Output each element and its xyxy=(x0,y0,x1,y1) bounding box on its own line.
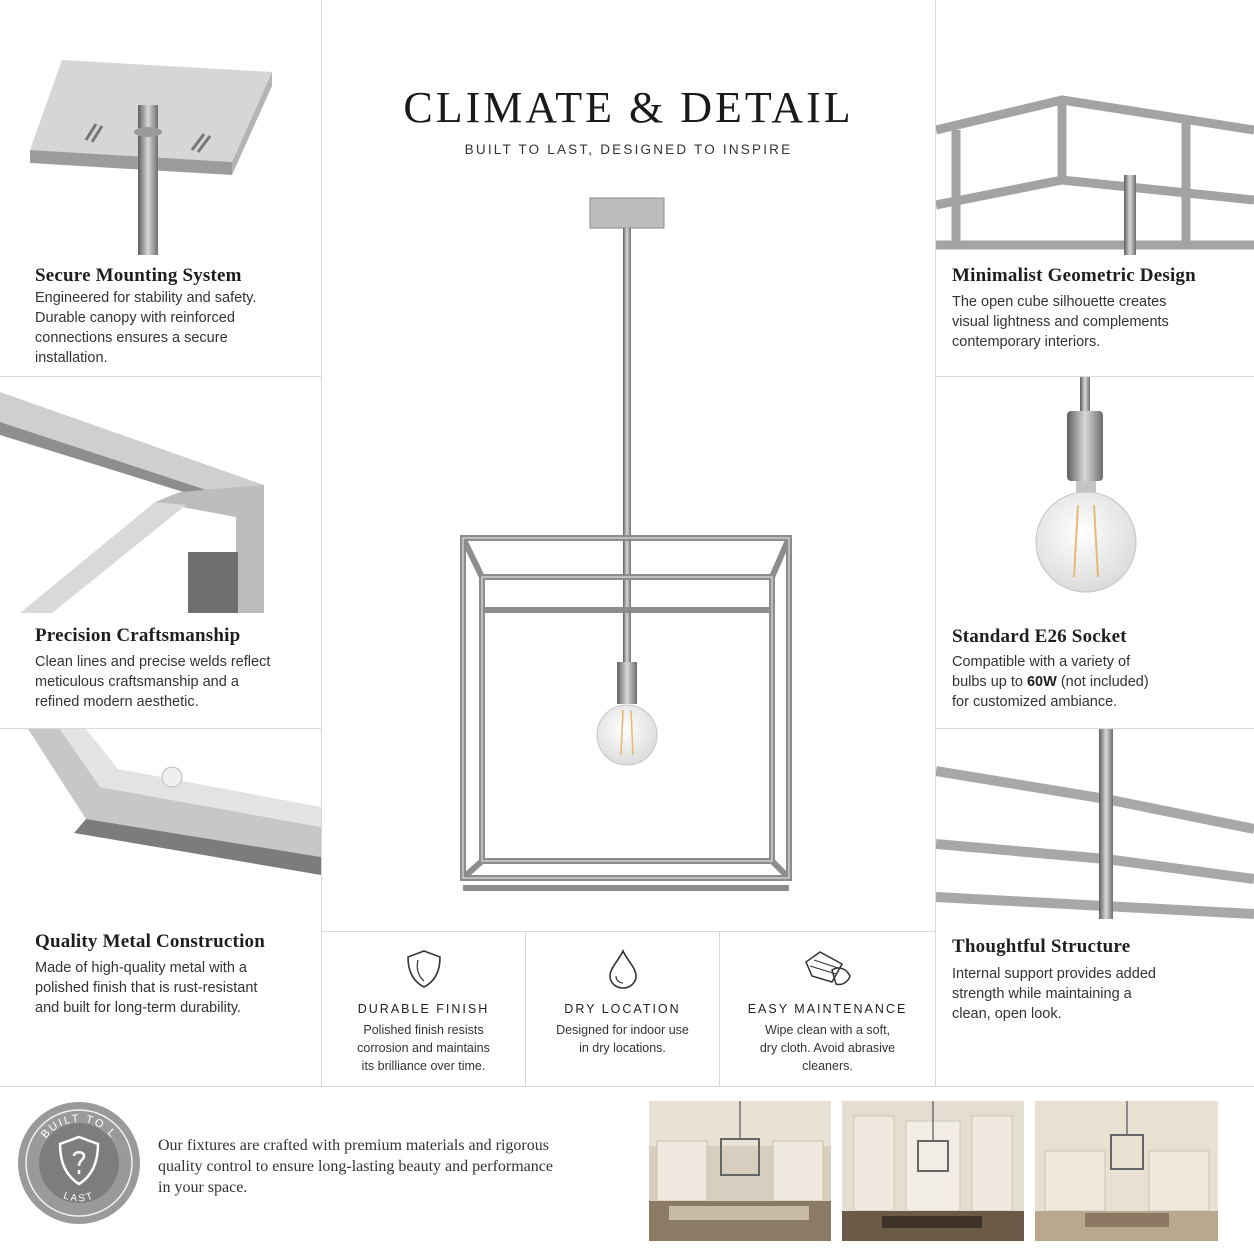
property-title: EASY MAINTENANCE xyxy=(747,1002,908,1016)
desc-line: Made of high-quality metal with a xyxy=(35,960,247,976)
page-subtitle: BUILT TO LAST, DESIGNED TO INSPIRE xyxy=(464,142,793,157)
feature-title-metal: Quality Metal Construction xyxy=(35,931,266,952)
desc-line: connections ensures a secure xyxy=(35,330,228,346)
feature-title-socket: Standard E26 Socket xyxy=(952,626,1127,647)
desc-text: bulbs up to xyxy=(952,674,1027,690)
desc-line: for customized ambiance. xyxy=(952,694,1118,710)
badge-top-text: BUILT TO L xyxy=(38,1112,120,1141)
wattage-value: 60W xyxy=(1026,674,1057,690)
desc-line: dry cloth. Avoid abrasive xyxy=(759,1041,896,1055)
desc-line: strength while maintaining a xyxy=(952,986,1132,1002)
desc-line: clean, open look. xyxy=(952,1006,1062,1022)
feature-desc-metal xyxy=(35,958,257,1018)
desc-line: corrosion and maintains xyxy=(357,1041,490,1055)
desc-text: (not included) xyxy=(1056,674,1149,690)
desc-line xyxy=(952,672,1149,692)
desc-line: and built for long-term durability. xyxy=(35,1000,242,1016)
desc-line: Compatible with a variety of xyxy=(952,654,1131,670)
footer-line: Our fixtures are crafted with premium materials and rigorous xyxy=(158,1137,549,1154)
desc-line: meticulous craftsmanship and a xyxy=(35,674,239,690)
room-photo-kitchen xyxy=(649,1101,831,1241)
desc-line: Wipe clean with a soft, xyxy=(764,1023,891,1037)
badge-bottom-text: LAST xyxy=(61,1190,97,1205)
desc-line: refined modern aesthetic. xyxy=(35,694,199,710)
canopy-closeup-image xyxy=(0,0,321,260)
feature-title-craftsmanship: Precision Craftsmanship xyxy=(35,625,241,646)
desc-line: polished finish that is rust-resistant xyxy=(35,980,258,996)
shield-icon xyxy=(404,948,444,990)
property-dry-location xyxy=(526,932,719,1086)
desc-line: cleaners. xyxy=(802,1059,853,1073)
feature-title-geometric: Minimalist Geometric Design xyxy=(952,265,1196,286)
divider-left xyxy=(321,0,322,1087)
water-drop-icon xyxy=(605,948,641,990)
property-desc xyxy=(526,1021,719,1057)
wipe-cloth-icon xyxy=(802,948,854,990)
socket-bulb-closeup-image xyxy=(936,377,1254,617)
desc-line: its brilliance over time. xyxy=(361,1059,486,1073)
property-desc xyxy=(720,1021,935,1075)
desc-line: visual lightness and complements xyxy=(952,314,1169,330)
property-durable-finish xyxy=(322,932,525,1086)
built-to-last-badge xyxy=(16,1100,142,1226)
metal-bar-closeup-image xyxy=(0,729,321,889)
page-title: CLIMATE & DETAIL xyxy=(403,83,854,132)
desc-line: Durable canopy with reinforced xyxy=(35,310,235,326)
feature-desc-mounting xyxy=(35,288,256,368)
property-desc xyxy=(322,1021,525,1075)
desc-line: Polished finish resists xyxy=(363,1023,484,1037)
property-easy-maintenance xyxy=(720,932,935,1086)
desc-line: Clean lines and precise welds reflect xyxy=(35,654,271,670)
desc-line: in dry locations. xyxy=(579,1041,666,1055)
desc-line: contemporary interiors. xyxy=(952,334,1101,350)
feature-title-structure: Thoughtful Structure xyxy=(952,936,1131,957)
desc-line: Engineered for stability and safety. xyxy=(35,290,257,306)
footer-line: quality control to ensure long-lasting beauty and performance xyxy=(158,1158,553,1175)
footer-line: in your space. xyxy=(158,1179,248,1196)
feature-title-mounting: Secure Mounting System xyxy=(35,265,242,286)
divider-footer xyxy=(0,1086,1254,1087)
property-title: DURABLE FINISH xyxy=(357,1002,490,1016)
desc-line: Designed for indoor use xyxy=(556,1023,689,1037)
feature-desc-geometric xyxy=(952,292,1169,352)
desc-line: Internal support provides added xyxy=(952,966,1156,982)
feature-desc-craftsmanship xyxy=(35,652,270,712)
desc-line: installation. xyxy=(35,350,108,366)
room-photo-living xyxy=(1035,1101,1218,1241)
feature-desc-structure xyxy=(952,964,1156,1024)
room-photo-dining xyxy=(842,1101,1024,1241)
cube-frame-closeup-image xyxy=(936,0,1254,260)
property-title: DRY LOCATION xyxy=(564,1002,681,1016)
feature-desc-socket xyxy=(952,652,1149,712)
internal-structure-closeup-image xyxy=(936,729,1254,919)
footer-text xyxy=(158,1135,553,1198)
desc-line: The open cube silhouette creates xyxy=(952,294,1167,310)
corner-weld-closeup-image xyxy=(0,377,321,617)
pendant-light-illustration xyxy=(440,190,820,910)
